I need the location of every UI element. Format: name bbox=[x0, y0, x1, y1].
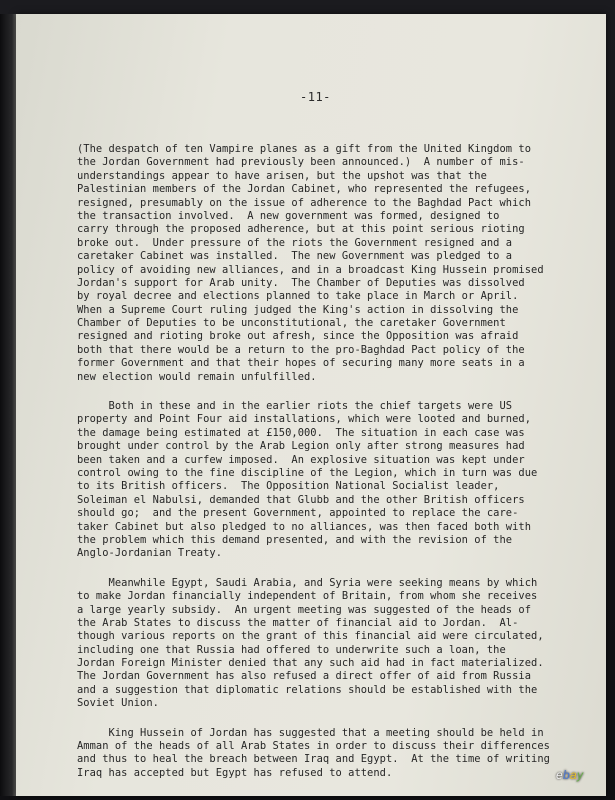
text-line: a large yearly subsidy. An urgent meeting was suggested of the heads of bbox=[77, 603, 532, 616]
text-line: control owing to the fine discipline of the Legion, which in turn was due bbox=[77, 466, 538, 479]
text-line: including one that Russia had offered to underwrite such a loan, the bbox=[77, 643, 506, 656]
text-line: Jordan Foreign Minister denied that any such aid had in fact materialized. bbox=[77, 657, 544, 670]
text-line: carry through the proposed adherence, but at this point serious rioting bbox=[77, 223, 525, 236]
text-line: caretaker Cabinet was installed. The new Government was pledged to a bbox=[77, 250, 513, 263]
text-line: The Jordan Government has also refused a direct offer of aid from Russia bbox=[77, 670, 532, 683]
ebay-watermark bbox=[556, 768, 583, 782]
text-line: policy of avoiding new alliances, and in a broadcast King Hussein promised bbox=[77, 263, 544, 276]
text-line: though various reports on the grant of this financial aid were circulated, bbox=[77, 630, 544, 643]
paragraph bbox=[77, 143, 567, 384]
watermark-letter-y: y bbox=[576, 768, 584, 782]
text-line: brought under control by the Arab Legion only after strong measures had bbox=[77, 440, 525, 453]
text-line: When a Supreme Court ruling judged the King's action in dissolving the bbox=[77, 303, 519, 316]
text-line: Anglo-Jordanian Treaty. bbox=[77, 547, 223, 560]
text-line: resigned, presumably on the issue of adherence to the Baghdad Pact which bbox=[77, 196, 532, 209]
text-line: should go; and the present Government, appointed to replace the care- bbox=[77, 507, 519, 520]
text-line: Meanwhile Egypt, Saudi Arabia, and Syria were seeking means by which bbox=[77, 576, 538, 589]
text-line: Chamber of Deputies to be unconstitutional, the caretaker Government bbox=[77, 317, 506, 330]
text-line: Both in these and in the earlier riots the chief targets were US bbox=[77, 400, 513, 413]
text-line: the problem which this demand presented, and with the revision of the bbox=[77, 533, 513, 546]
text-line: and a suggestion that diplomatic relations should be established with the bbox=[77, 683, 538, 696]
text-line: and thus to heal the breach between Iraq and Egypt. At the time of writing bbox=[77, 753, 550, 766]
document-body bbox=[77, 143, 567, 796]
text-line: former Government and that their hopes of securing many more seats in a bbox=[77, 357, 525, 370]
text-line: (The despatch of ten Vampire planes as a gift from the United Kingdom to bbox=[77, 143, 532, 155]
text-line: new election would remain unfulfilled. bbox=[77, 370, 317, 383]
text-line: Soleiman el Nabulsi, demanded that Glubb and the other British officers bbox=[77, 493, 525, 506]
text-line: Amman of the heads of all Arab States in order to discuss their differences bbox=[77, 740, 550, 753]
text-line: resigned and rioting broke out afresh, since the Opposition was afraid bbox=[77, 330, 519, 343]
text-line: Palestinian members of the Jordan Cabinet, who represented the refugees, bbox=[77, 183, 532, 196]
page-number: -11- bbox=[300, 90, 331, 104]
text-line: the transaction involved. A new government was formed, designed to bbox=[77, 209, 500, 222]
text-line: property and Point Four aid installations, which were looted and burned, bbox=[77, 413, 532, 426]
text-line: Soviet Union. bbox=[77, 697, 159, 710]
text-line: taker Cabinet but also pledged to no alliances, was then faced both with bbox=[77, 520, 532, 533]
text-line: to make Jordan financially independent of Britain, from whom she receives bbox=[77, 590, 538, 603]
watermark-letter-b: b bbox=[562, 768, 570, 782]
paragraph bbox=[77, 727, 567, 781]
text-line: understandings appear to have arisen, but the upshot was that the bbox=[77, 169, 487, 182]
text-line: King Hussein of Jordan has suggested that a meeting should be held in bbox=[77, 726, 544, 739]
paragraph bbox=[77, 577, 567, 711]
text-line: the damage being estimated at £150,000. The situation in each case was bbox=[77, 426, 525, 439]
text-line: Jordan's support for Arab unity. The Chamber of Deputies was dissolved bbox=[77, 276, 525, 289]
paragraph bbox=[77, 400, 567, 561]
watermark-letter-a: a bbox=[569, 768, 577, 782]
text-line: been taken and a curfew imposed. An explosive situation was kept under bbox=[77, 453, 525, 466]
text-line: broke out. Under pressure of the riots the Government resigned and a bbox=[77, 236, 513, 249]
text-line: by royal decree and elections planned to take place in March or April. bbox=[77, 290, 519, 303]
text-line: the Jordan Government had previously been announced.) A number of mis- bbox=[77, 156, 525, 169]
text-line: to its British officers. The Opposition National Socialist leader, bbox=[77, 480, 500, 493]
text-line: Iraq has accepted but Egypt has refused to attend. bbox=[77, 766, 393, 779]
text-line: the Arab States to discuss the matter of financial aid to Jordan. Al- bbox=[77, 616, 519, 629]
watermark-letter-e: e bbox=[556, 768, 563, 782]
text-line: both that there would be a return to the pro-Baghdad Pact policy of the bbox=[77, 343, 525, 356]
